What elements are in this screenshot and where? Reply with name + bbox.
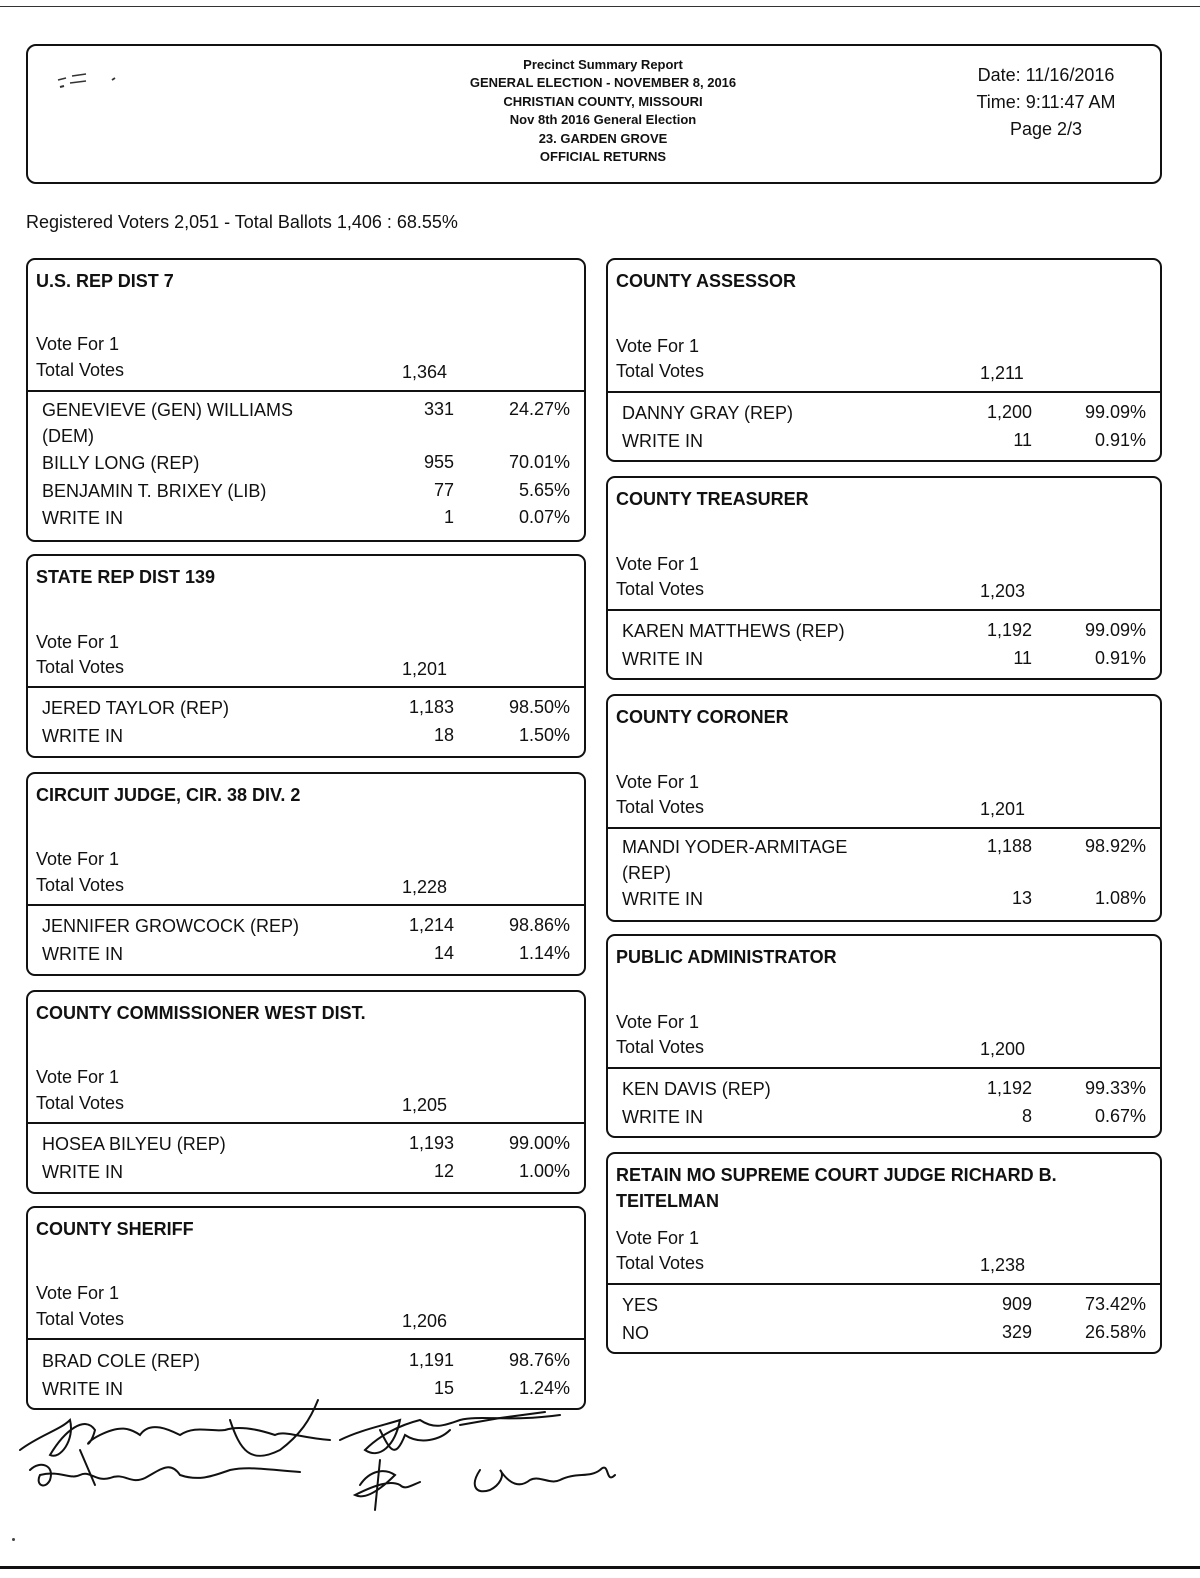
candidate-percent: 0.07%: [518, 507, 570, 527]
precinct-name: 23. GARDEN GROVE: [538, 130, 668, 146]
top-rule: [0, 6, 1200, 7]
candidate-percent: 99.00%: [508, 1133, 570, 1153]
total-votes-value: 1,228: [402, 877, 448, 897]
race-us-rep-dist-7: [26, 258, 586, 542]
vote-for-label: Vote For 1: [616, 1012, 700, 1032]
divider: [28, 1338, 584, 1340]
candidate-percent: 1.08%: [1094, 888, 1146, 908]
signatures-icon: [0, 1390, 640, 1530]
vote-for-label: Vote For 1: [36, 334, 120, 354]
candidate-percent: 99.09%: [1084, 402, 1146, 422]
candidate-name: WRITE IN: [42, 726, 123, 746]
total-votes-value: 1,364: [402, 362, 448, 382]
candidate-name: JERED TAYLOR (REP): [42, 698, 230, 718]
candidate-name: [622, 834, 847, 886]
candidate-name: WRITE IN: [42, 1162, 123, 1182]
candidate-name: KAREN MATTHEWS (REP): [622, 621, 845, 641]
candidate-name: WRITE IN: [622, 1107, 703, 1127]
candidate-votes: 8: [1021, 1106, 1032, 1126]
candidate-votes: 329: [1001, 1322, 1032, 1342]
returns-type: OFFICIAL RETURNS: [539, 149, 667, 165]
candidate-votes: 1: [443, 507, 454, 527]
candidate-name: WRITE IN: [622, 889, 703, 909]
candidate-percent: 98.76%: [508, 1350, 570, 1370]
candidate-votes: 1,214: [408, 915, 454, 935]
bottom-rule: [0, 1566, 1200, 1569]
report-time: Time: 9:11:47 AM: [976, 92, 1116, 112]
total-votes-label: Total Votes: [36, 1309, 125, 1329]
total-votes-label: Total Votes: [616, 1037, 705, 1057]
candidate-percent: 0.67%: [1094, 1106, 1146, 1126]
total-votes-label: Total Votes: [36, 875, 125, 895]
candidate-name: BRAD COLE (REP): [42, 1351, 201, 1371]
report-header: [26, 44, 1162, 184]
candidate-name: KEN DAVIS (REP): [622, 1079, 771, 1099]
candidate-percent: 73.42%: [1084, 1294, 1146, 1314]
race-circuit-judge: [26, 772, 586, 976]
total-votes-value: 1,211: [980, 363, 1024, 383]
divider: [608, 1067, 1160, 1069]
total-votes-label: Total Votes: [616, 797, 705, 817]
candidate-name: [42, 397, 293, 449]
divider: [28, 390, 584, 392]
race-title-line1: RETAIN MO SUPREME COURT JUDGE RICHARD B.: [616, 1165, 1057, 1185]
total-votes-value: 1,205: [402, 1095, 448, 1115]
candidate-percent: 98.92%: [1084, 836, 1146, 856]
candidate-votes: 1,188: [986, 836, 1032, 856]
vote-for-label: Vote For 1: [36, 849, 120, 869]
race-county-coroner: [606, 694, 1162, 922]
candidate-votes: 18: [433, 725, 454, 745]
candidate-name-line1: MANDI YODER-ARMITAGE: [622, 837, 848, 857]
candidate-name: WRITE IN: [42, 944, 123, 964]
race-title: COUNTY SHERIFF: [36, 1219, 194, 1239]
candidate-name-line2: (DEM): [42, 426, 94, 446]
vote-for-label: Vote For 1: [36, 1067, 120, 1087]
report-meta: [946, 62, 1146, 143]
total-votes-value: 1,201: [980, 799, 1026, 819]
total-votes-value: 1,238: [980, 1255, 1026, 1275]
report-title: Precinct Summary Report: [523, 57, 683, 72]
candidate-percent: 0.91%: [1094, 430, 1146, 450]
total-votes-value: 1,201: [402, 659, 448, 679]
candidate-percent: 1.14%: [518, 943, 570, 963]
candidate-name: WRITE IN: [42, 508, 123, 528]
report-title-block: [328, 56, 878, 166]
race-title: PUBLIC ADMINISTRATOR: [616, 947, 837, 967]
candidate-name: JENNIFER GROWCOCK (REP): [42, 916, 300, 936]
race-county-commissioner-west: [26, 990, 586, 1194]
candidate-votes: 14: [433, 943, 454, 963]
race-title: COUNTY COMMISSIONER WEST DIST.: [36, 1003, 366, 1023]
vote-for-label: Vote For 1: [616, 1228, 700, 1248]
candidate-name: NO: [622, 1323, 649, 1343]
candidate-percent: 98.86%: [508, 915, 570, 935]
speck: [12, 1538, 15, 1541]
candidate-name: WRITE IN: [42, 1379, 123, 1399]
divider: [608, 1283, 1160, 1285]
candidate-percent: 1.00%: [518, 1161, 570, 1181]
candidate-name: BENJAMIN T. BRIXEY (LIB): [42, 481, 267, 501]
candidate-name: DANNY GRAY (REP): [622, 403, 794, 423]
candidate-percent: 70.01%: [508, 452, 570, 472]
divider: [28, 1122, 584, 1124]
candidate-votes: 1,183: [408, 697, 454, 717]
total-votes-label: Total Votes: [616, 1253, 705, 1273]
candidate-percent: 5.65%: [518, 480, 570, 500]
candidate-votes: 15: [433, 1378, 454, 1398]
race-title: U.S. REP DIST 7: [36, 271, 174, 291]
race-public-administrator: [606, 934, 1162, 1138]
divider: [608, 391, 1160, 393]
candidate-name: BILLY LONG (REP): [42, 453, 200, 473]
race-title-line2: TEITELMAN: [616, 1191, 719, 1211]
vote-for-label: Vote For 1: [36, 1283, 120, 1303]
divider: [608, 827, 1160, 829]
candidate-votes: 955: [423, 452, 454, 472]
total-votes-value: 1,200: [980, 1039, 1026, 1059]
candidate-votes: 13: [1011, 888, 1032, 908]
candidate-percent: 99.33%: [1084, 1078, 1146, 1098]
race-state-rep-dist-139: [26, 554, 586, 758]
candidate-percent: 1.24%: [518, 1378, 570, 1398]
vote-for-label: Vote For 1: [616, 336, 700, 356]
race-title: [616, 1162, 1148, 1214]
candidate-percent: 99.09%: [1084, 620, 1146, 640]
scribble-mark-icon: [54, 66, 134, 96]
race-county-assessor: [606, 258, 1162, 462]
candidate-votes: 1,200: [986, 402, 1032, 422]
candidate-percent: 1.50%: [518, 725, 570, 745]
county-name: CHRISTIAN COUNTY, MISSOURI: [503, 93, 703, 109]
vote-for-label: Vote For 1: [36, 632, 120, 652]
election-subtitle: Nov 8th 2016 General Election: [509, 112, 697, 128]
candidate-votes: 1,192: [986, 620, 1032, 640]
race-title: COUNTY CORONER: [616, 707, 789, 727]
candidate-votes: 12: [433, 1161, 454, 1181]
divider: [28, 686, 584, 688]
candidate-votes: 331: [423, 399, 454, 419]
total-votes-value: 1,203: [980, 581, 1026, 601]
divider: [28, 904, 584, 906]
candidate-percent: 98.50%: [508, 697, 570, 717]
total-votes-label: Total Votes: [36, 657, 125, 677]
race-title: COUNTY ASSESSOR: [616, 271, 797, 291]
candidate-name: WRITE IN: [622, 431, 703, 451]
candidate-percent: 0.91%: [1094, 648, 1146, 668]
election-name: GENERAL ELECTION - NOVEMBER 8, 2016: [469, 75, 737, 91]
race-retain-judge-teitelman: [606, 1152, 1162, 1354]
vote-for-label: Vote For 1: [616, 772, 700, 792]
race-title: COUNTY TREASURER: [616, 489, 809, 509]
total-votes-label: Total Votes: [36, 360, 125, 380]
page-number: Page 2/3: [1009, 119, 1083, 139]
total-votes-label: Total Votes: [616, 361, 705, 381]
candidate-votes: 1,191: [408, 1350, 454, 1370]
candidate-name: WRITE IN: [622, 649, 703, 669]
candidate-percent: 26.58%: [1084, 1322, 1146, 1342]
race-county-sheriff: [26, 1206, 586, 1410]
candidate-name-line2: (REP): [622, 863, 671, 883]
race-title: STATE REP DIST 139: [36, 567, 216, 587]
candidate-votes: 1,193: [408, 1133, 454, 1153]
vote-for-label: Vote For 1: [616, 554, 700, 574]
report-date: Date: 11/16/2016: [977, 65, 1115, 85]
race-title: CIRCUIT JUDGE, CIR. 38 DIV. 2: [36, 785, 301, 805]
candidate-votes: 1,192: [986, 1078, 1032, 1098]
total-votes-label: Total Votes: [36, 1093, 125, 1113]
divider: [608, 609, 1160, 611]
candidate-votes: 11: [1013, 430, 1032, 450]
candidate-votes: 11: [1013, 648, 1032, 668]
candidate-name-line1: GENEVIEVE (GEN) WILLIAMS: [42, 400, 294, 420]
candidate-name: HOSEA BILYEU (REP): [42, 1134, 226, 1154]
total-votes-value: 1,206: [402, 1311, 448, 1331]
candidate-percent: 24.27%: [508, 399, 570, 419]
total-votes-label: Total Votes: [616, 579, 705, 599]
candidate-votes: 77: [433, 480, 454, 500]
race-county-treasurer: [606, 476, 1162, 680]
candidate-name: YES: [622, 1295, 659, 1315]
registered-voters-summary: Registered Voters 2,051 - Total Ballots 1,406 : 68.55%: [26, 212, 458, 232]
candidate-votes: 909: [1001, 1294, 1032, 1314]
